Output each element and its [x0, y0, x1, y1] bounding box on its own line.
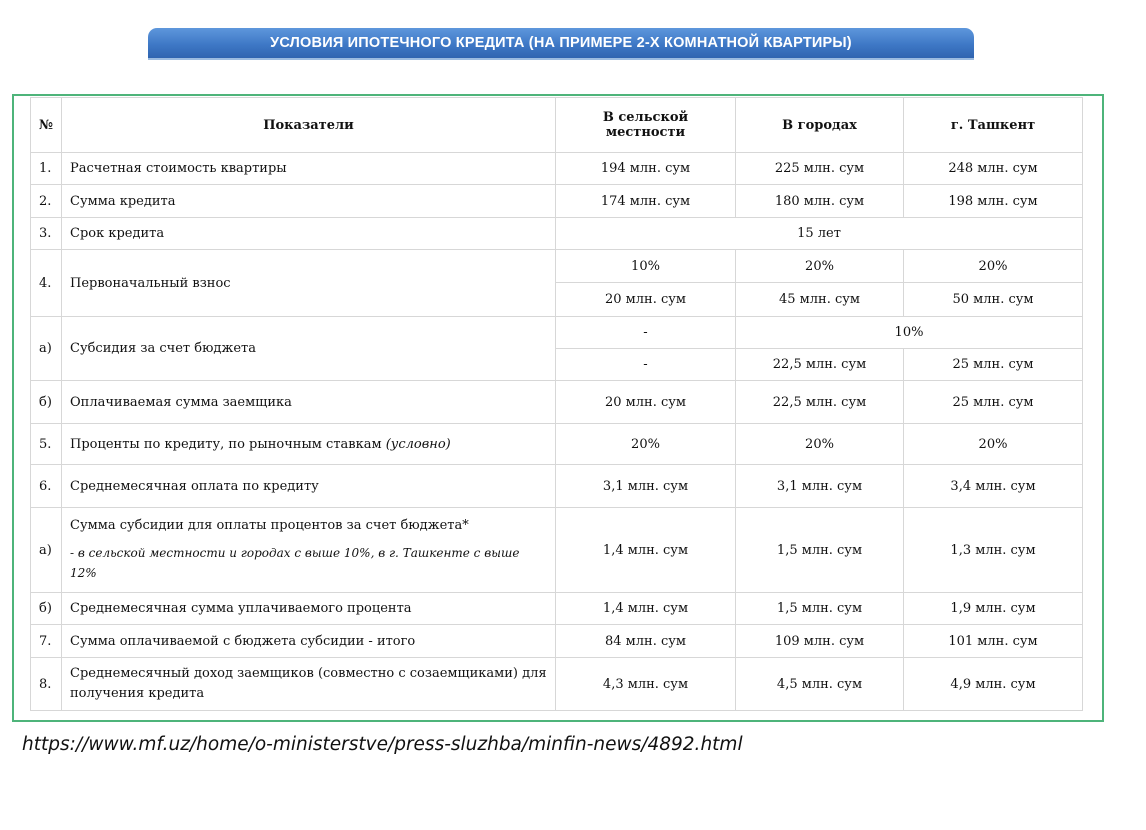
cell-cities: 22,5 млн. сум [736, 381, 904, 424]
row-label: Среднемесячная оплата по кредиту [62, 465, 556, 508]
row-footnote: - в сельской местности и городах с выше 10%, в г. Ташкенте с выше 12% [70, 545, 520, 580]
cell-rural: 84 млн. сум [556, 625, 736, 658]
cell-cities: 3,1 млн. сум [736, 465, 904, 508]
cell-rural: 20% [556, 424, 736, 465]
cell-cities-amount: 45 млн. сум [736, 283, 904, 317]
table-row [31, 381, 1083, 424]
source-url: https://www.mf.uz/home/o-ministerstve/press-sluzhba/minfin-news/4892.html [22, 734, 743, 755]
row-num: 8. [31, 658, 62, 711]
cell-rural-pct: - [556, 317, 736, 349]
row-label: Сумма кредита [62, 185, 556, 218]
cell-cities: 109 млн. сум [736, 625, 904, 658]
header-num: № [31, 98, 62, 153]
header-indicator: Показатели [62, 98, 556, 153]
row-label-text: Проценты по кредиту, по рыночным ставкам [70, 436, 382, 452]
table-row [31, 625, 1083, 658]
mortgage-conditions-table [30, 97, 1083, 711]
row-label: Сумма оплачиваемой с бюджета субсидии - итого [62, 625, 556, 658]
header-tashkent: г. Ташкент [904, 98, 1083, 153]
row-label-note: (условно) [385, 436, 451, 452]
table-header-row [31, 98, 1083, 153]
row-num: 4. [31, 250, 62, 317]
cell-rural: 3,1 млн. сум [556, 465, 736, 508]
row-label-text: Сумма субсидии для оплаты процентов за счет бюджета* [70, 517, 469, 533]
cell-tashkent: 20% [904, 424, 1083, 465]
row-label [62, 508, 556, 593]
row-label: Оплачиваемая сумма заемщика [62, 381, 556, 424]
row-num: б) [31, 381, 62, 424]
cell-tashkent: 4,9 млн. сум [904, 658, 1083, 711]
cell-tashkent: 25 млн. сум [904, 381, 1083, 424]
cell-cities-amount: 22,5 млн. сум [736, 349, 904, 381]
cell-cities: 225 млн. сум [736, 153, 904, 185]
cell-tashkent-amount: 50 млн. сум [904, 283, 1083, 317]
cell-tashkent-amount: 25 млн. сум [904, 349, 1083, 381]
title-banner: УСЛОВИЯ ИПОТЕЧНОГО КРЕДИТА (НА ПРИМЕРЕ 2-Х КОМНАТНОЙ КВАРТИРЫ) [148, 28, 974, 58]
cell-tashkent: 1,3 млн. сум [904, 508, 1083, 593]
row-label: Субсидия за счет бюджета [62, 317, 556, 381]
row-num: б) [31, 593, 62, 625]
cell-cities: 180 млн. сум [736, 185, 904, 218]
cell-tashkent: 248 млн. сум [904, 153, 1083, 185]
row-label: Первоначальный взнос [62, 250, 556, 317]
table-row [31, 317, 1083, 349]
row-num: 6. [31, 465, 62, 508]
cell-tashkent: 1,9 млн. сум [904, 593, 1083, 625]
cell-cities: 1,5 млн. сум [736, 508, 904, 593]
row-num: 7. [31, 625, 62, 658]
cell-rural: 1,4 млн. сум [556, 593, 736, 625]
row-label [62, 424, 556, 465]
cell-tashkent: 198 млн. сум [904, 185, 1083, 218]
row-label: Расчетная стоимость квартиры [62, 153, 556, 185]
row-label: Среднемесячный доход заемщиков (совместно с созаемщиками) для получения кредита [62, 658, 556, 711]
cell-tashkent: 101 млн. сум [904, 625, 1083, 658]
cell-rural: 174 млн. сум [556, 185, 736, 218]
row-num: а) [31, 317, 62, 381]
table-row [31, 153, 1083, 185]
cell-rural: 194 млн. сум [556, 153, 736, 185]
row-label: Срок кредита [62, 218, 556, 250]
row-num: 5. [31, 424, 62, 465]
cell-cities: 20% [736, 424, 904, 465]
table-row [31, 185, 1083, 218]
cell-cities-pct: 20% [736, 250, 904, 283]
table-row [31, 250, 1083, 283]
header-rural: В сельской местности [556, 98, 736, 153]
table-row [31, 508, 1083, 593]
row-num: 2. [31, 185, 62, 218]
cell-tashkent: 3,4 млн. сум [904, 465, 1083, 508]
cell-rural-amount: 20 млн. сум [556, 283, 736, 317]
cell-rural: 1,4 млн. сум [556, 508, 736, 593]
row-num: а) [31, 508, 62, 593]
cell-cities-tashkent-pct: 10% [736, 317, 1083, 349]
cell-cities: 4,5 млн. сум [736, 658, 904, 711]
cell-all-regions: 15 лет [556, 218, 1083, 250]
header-cities: В городах [736, 98, 904, 153]
cell-rural: 4,3 млн. сум [556, 658, 736, 711]
table-row [31, 593, 1083, 625]
table-row [31, 658, 1083, 711]
cell-rural-amount: - [556, 349, 736, 381]
table-row [31, 424, 1083, 465]
cell-tashkent-pct: 20% [904, 250, 1083, 283]
row-label: Среднемесячная сумма уплачиваемого процента [62, 593, 556, 625]
table-row [31, 218, 1083, 250]
row-num: 3. [31, 218, 62, 250]
cell-cities: 1,5 млн. сум [736, 593, 904, 625]
cell-rural: 20 млн. сум [556, 381, 736, 424]
cell-rural-pct: 10% [556, 250, 736, 283]
row-num: 1. [31, 153, 62, 185]
table-row [31, 465, 1083, 508]
